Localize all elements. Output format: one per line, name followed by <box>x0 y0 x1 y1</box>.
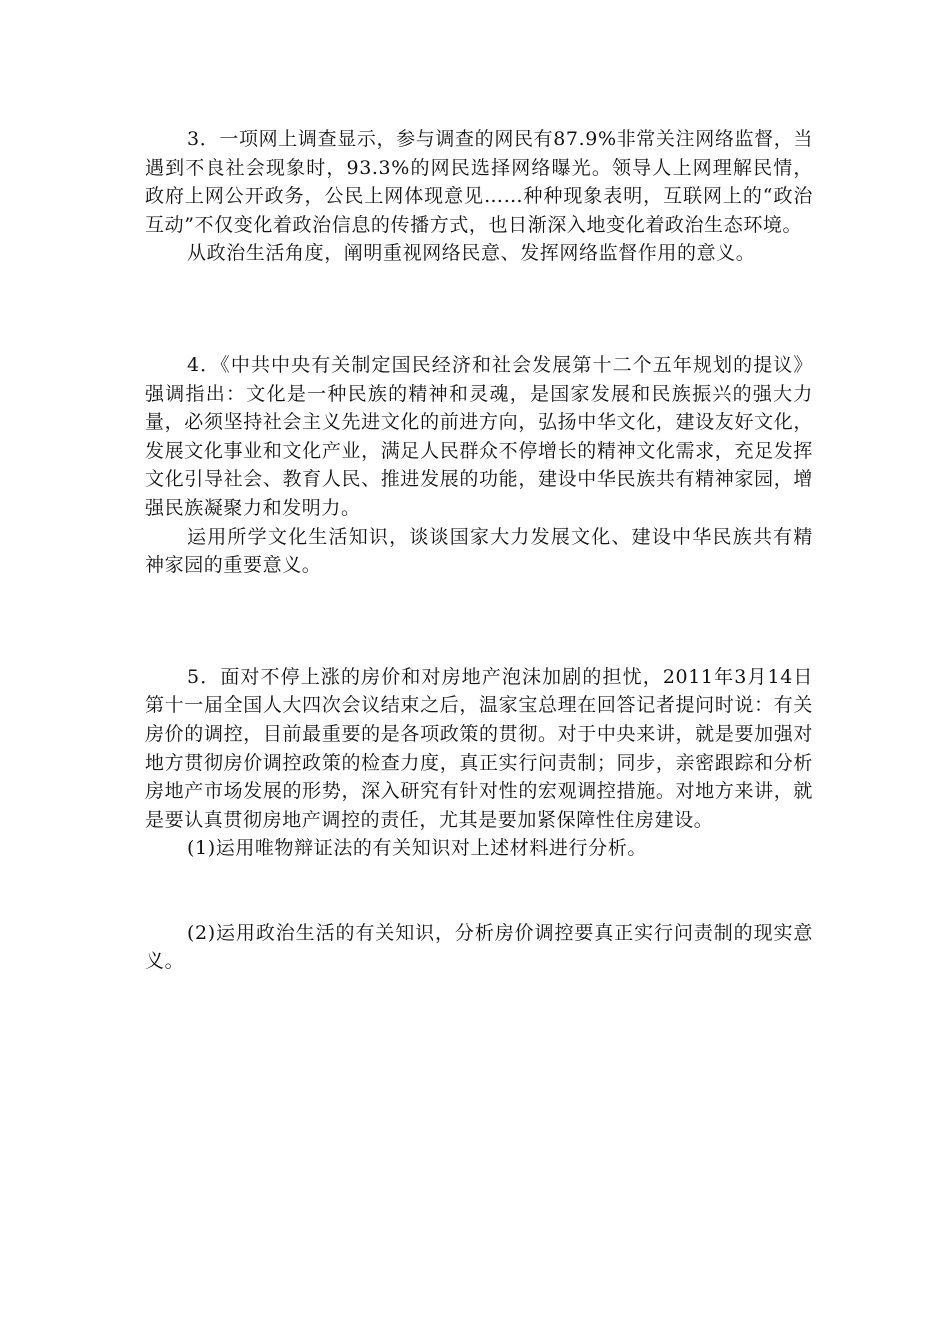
question-5-sub2: (2)运用政治生活的有关知识，分析房价调控要真正实行问责制的现实意义。 <box>145 921 813 973</box>
question-3-prompt: 从政治生活角度，阐明重视网络民意、发挥网络监督作用的意义。 <box>187 242 756 265</box>
question-5 <box>145 663 813 976</box>
question-3-material: 3．一项网上调查显示，参与调查的网民有87.9%非常关注网络监督，当遇到不良社会现象时，93.3%的网民选择网络曝光。领导人上网理解民情，政府上网公开政务，公民上网体现意见……种种现象表明，互联网上的“政治互动”不仅变化着政治信息的传播方式，也日渐深入地变化着政治生态环境。 <box>145 128 813 236</box>
question-4-prompt: 运用所学文化生活知识，谈谈国家大力发展文化、建设中华民族共有精神家园的重要意义。 <box>145 525 813 577</box>
question-3 <box>145 125 813 268</box>
document-page <box>145 125 813 976</box>
question-4-material: 4．《中共中央有关制定国民经济和社会发展第十二个五年规划的提议》强调指出：文化是一种民族的精神和灵魂，是国家发展和民族振兴的强大力量，必须坚持社会主义先进文化的前进方向，弘扬中华文化，建设友好文化，发展文化事业和文化产业，满足人民群众不停增长的精神文化需求，充足发挥文化引导社会、教育人民、推进发展的功能，建设中华民族共有精神家园，增强民族凝聚力和发明力。 <box>145 353 813 519</box>
question-4 <box>145 351 813 580</box>
question-5-sub1: (1)运用唯物辩证法的有关知识对上述材料进行分析。 <box>187 837 647 860</box>
question-5-material: 5．面对不停上涨的房价和对房地产泡沫加剧的担忧，2011年3月14日第十一届全国人大四次会议结束之后，温家宝总理在回答记者提问时说：有关房价的调控，目前最重要的是各项政策的贯彻。对于中央来讲，就是要加强对地方贯彻房价调控政策的检查力度，真正实行问责制；同步，亲密跟踪和分析房地产市场发展的形势，深入研究有针对性的宏观调控措施。对地方来讲，就是要认真贯彻房地产调控的责任，尤其是要加紧保障性住房建设。 <box>145 665 813 831</box>
